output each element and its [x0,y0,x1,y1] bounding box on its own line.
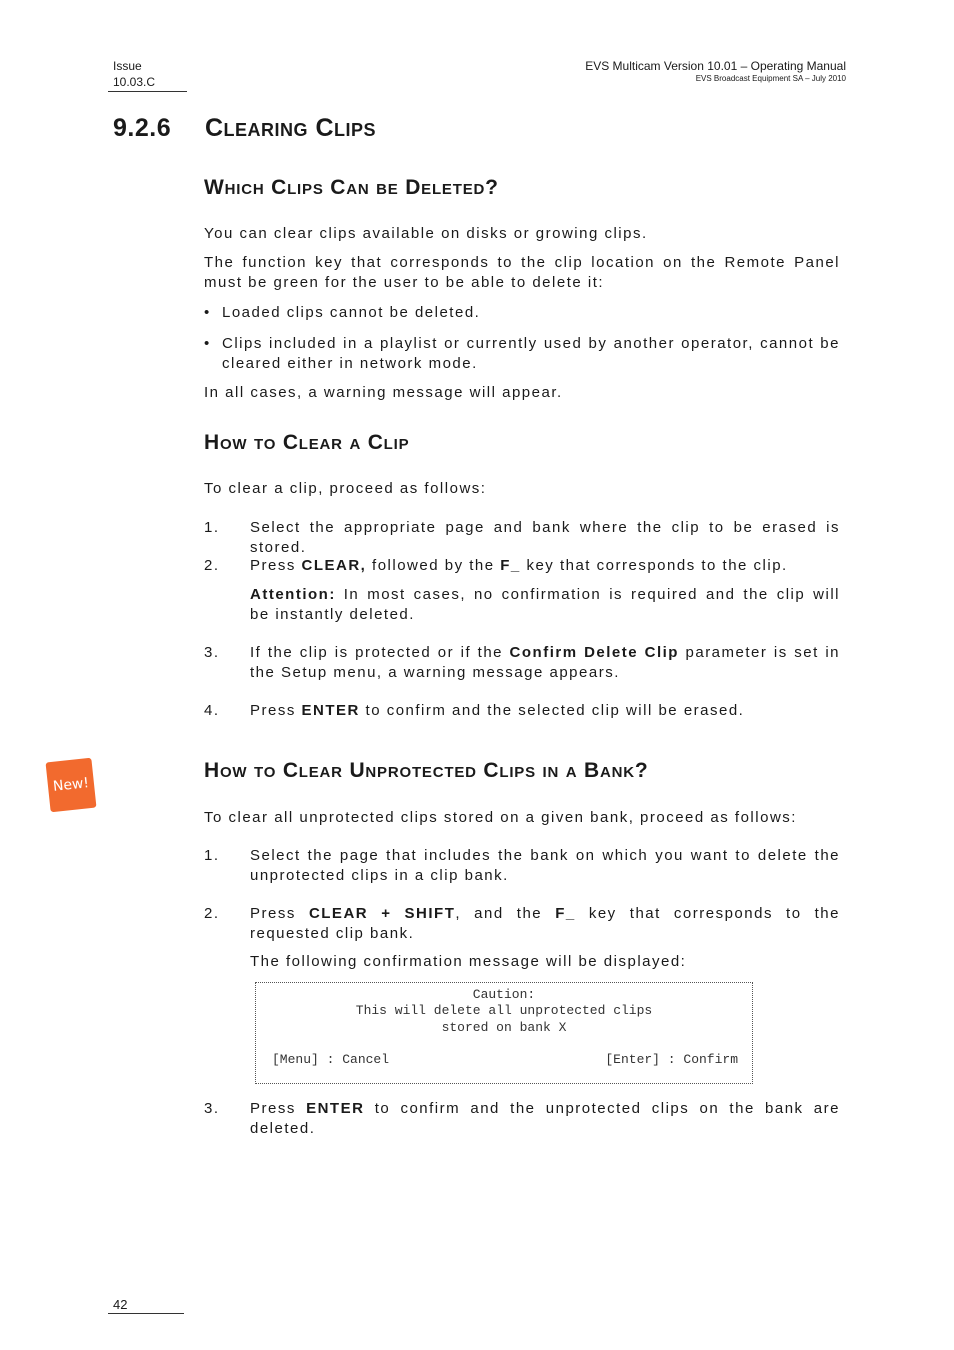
how-clear-intro: To clear a clip, proceed as follows: [204,480,487,497]
step-number: 4. [204,702,220,719]
step-number: 3. [204,1100,220,1117]
bullet-icon: • [204,335,211,352]
confirmation-message-box [255,982,753,1084]
page-number: 42 [113,1297,128,1312]
issue-block [113,58,155,90]
unprotected-intro: To clear all unprotected clips stored on a given bank, proceed as follows: [204,809,797,826]
step-3 [204,1099,840,1139]
msg-confirm-hint: [Enter] : Confirm [605,1052,738,1067]
unprotected-heading: How to Clear Unprotected Clips in a Bank? [204,759,649,782]
msg-line: stored on bank X [441,1020,567,1035]
step-text: Select the page that includes the bank on which you want to delete the unprotected clips in a clip bank. [250,847,840,884]
list-item [204,303,840,323]
bullet-text: Clips included in a playlist or currently used by another operator, cannot be cleared either in network mode. [222,335,840,372]
msg-line: This will delete all unprotected clips [355,1003,653,1018]
confirm-intro: The following confirmation message will be displayed: [250,953,687,970]
step-text: Press ENTER to confirm and the unprotected clips on the bank are deleted. [250,1100,840,1137]
step-4 [204,701,840,721]
step-text: If the clip is protected or if the Confirm Delete Clip parameter is set in the Setup menu, a warning message appears. [250,644,840,681]
step-text: Press ENTER to confirm and the selected clip will be erased. [250,702,745,719]
step-text: Press CLEAR, followed by the F_ key that corresponds to the clip. [250,557,788,574]
how-clear-heading: How to Clear a Clip [204,431,410,454]
which-p2: The function key that corresponds to the clip location on the Remote Panel must be green for the user to be able to delete it: [204,254,840,291]
bullet-text: Loaded clips cannot be deleted. [222,304,481,321]
issue-number: 10.03.C [113,75,156,89]
step-number: 1. [204,847,220,864]
step-1 [204,518,840,558]
step-text: Press CLEAR + SHIFT, and the F_ key that corresponds to the requested clip bank. [250,905,840,942]
section-number: 9.2.6 [113,114,172,142]
manual-title: EVS Multicam Version 10.01 – Operating Manual [585,59,846,73]
step-3 [204,643,840,683]
step-2 [204,556,840,576]
list-item [204,334,840,374]
step-number: 1. [204,519,220,536]
manual-subtitle: EVS Broadcast Equipment SA – July 2010 [695,74,846,83]
section-title: Clearing Clips [205,114,377,142]
step-number: 2. [204,905,220,922]
attention-label: Attention: [250,586,336,603]
msg-caption: Caution: [472,987,536,1002]
attention-note: Attention: In most cases, no confirmation is required and the clip will be instantly deleted. [250,586,840,623]
new-badge-icon: New! [46,758,97,813]
which-p1: You can clear clips available on disks or growing clips. [204,225,648,242]
section-heading [113,114,376,143]
which-p3: In all cases, a warning message will appear. [204,384,563,401]
header-title-block [585,58,846,84]
issue-label: Issue [113,59,142,73]
header-rule [108,91,187,92]
which-heading: Which Clips Can be Deleted? [204,176,499,199]
bullet-icon: • [204,304,211,321]
step-text: Select the appropriate page and bank where the clip to be erased is stored. [250,519,840,556]
step-number: 2. [204,557,220,574]
step-1 [204,846,840,886]
step-number: 3. [204,644,220,661]
footer-rule [108,1313,184,1314]
step-2 [204,904,840,944]
msg-cancel-hint: [Menu] : Cancel [272,1052,390,1067]
